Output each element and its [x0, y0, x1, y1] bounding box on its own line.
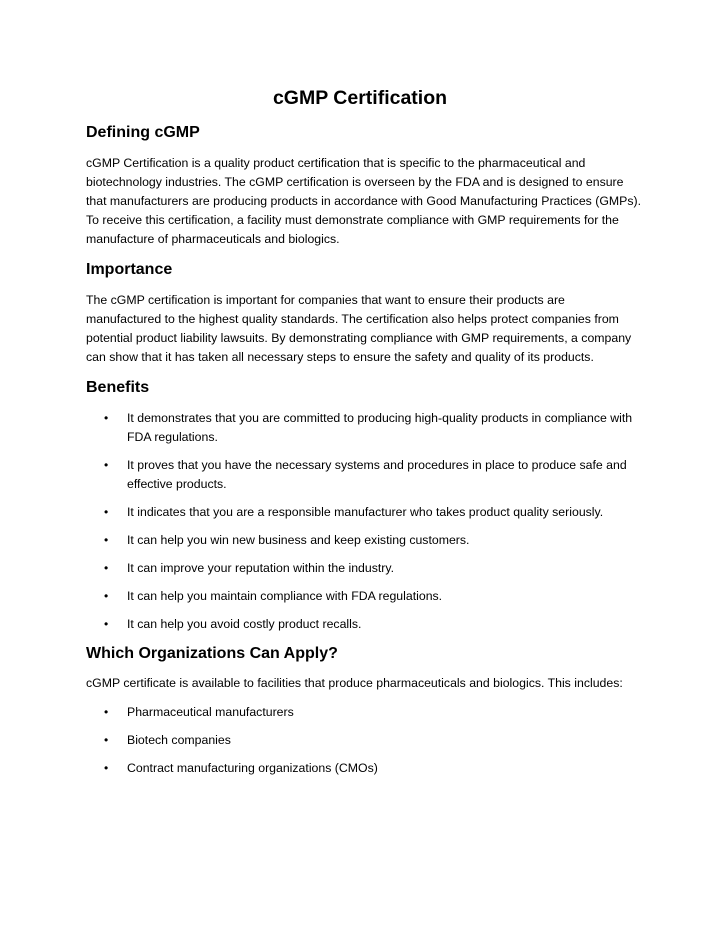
- list-item-text: It can help you maintain compliance with FDA regulations.: [127, 589, 443, 603]
- list-item-text: Pharmaceutical manufacturers: [127, 705, 294, 719]
- list-item: [86, 503, 637, 522]
- organizations-list: [86, 703, 720, 778]
- document-title: cGMP Certification: [272, 87, 448, 109]
- list-item-text: It can improve your reputation within the industry.: [127, 561, 395, 575]
- bullet-icon: •: [104, 617, 109, 631]
- list-item-text: Biotech companies: [127, 733, 231, 747]
- list-item: [86, 615, 637, 634]
- list-item-text: It indicates that you are a responsible manufacturer who takes product quality seriously.: [127, 505, 604, 519]
- list-item-text: It demonstrates that you are committed to producing high-quality products in compliance with FDA regulations.: [127, 411, 633, 444]
- bullet-icon: •: [104, 411, 109, 425]
- list-item: [86, 531, 637, 550]
- paragraph-organizations: cGMP certificate is available to facilities that produce pharmaceuticals and biologics. This includes:: [86, 676, 623, 690]
- list-item: [86, 759, 637, 778]
- bullet-icon: •: [104, 458, 109, 472]
- bullet-icon: •: [104, 533, 109, 547]
- heading-importance: Importance: [86, 261, 173, 278]
- heading-which-organizations: Which Organizations Can Apply?: [86, 645, 338, 662]
- list-item-text: It proves that you have the necessary systems and procedures in place to produce safe and effective products.: [127, 458, 627, 491]
- list-item: [86, 731, 637, 750]
- list-item: [86, 409, 637, 447]
- list-item: [86, 587, 637, 606]
- bullet-icon: •: [104, 761, 109, 775]
- bullet-icon: •: [104, 589, 109, 603]
- list-item: [86, 559, 637, 578]
- list-item-text: It can help you win new business and keep existing customers.: [127, 533, 470, 547]
- list-item-text: It can help you avoid costly product recalls.: [127, 617, 362, 631]
- bullet-icon: •: [104, 705, 109, 719]
- paragraph-defining-cgmp: cGMP Certification is a quality product certification that is specific to the pharmaceutical and biotechnology industries. The cGMP certification is overseen by the FDA and is designed to ensure that manufacturers are producing products in accordance with Good Manufacturing Practices (GMPs). To receive this certification, a facility must demonstrate compliance with GMP requirements for the manufacture of pharmaceuticals and biologics.: [86, 156, 641, 246]
- benefits-list: [86, 409, 720, 634]
- heading-defining-cgmp: Defining cGMP: [86, 124, 200, 141]
- list-item: [86, 703, 637, 722]
- heading-benefits: Benefits: [86, 379, 150, 396]
- paragraph-importance: The cGMP certification is important for companies that want to ensure their products are manufactured to the highest quality standards. The certification also helps protect companies from potential product liability lawsuits. By demonstrating compliance with GMP requirements, a company can show that it has taken all necessary steps to ensure the safety and quality of its products.: [86, 293, 632, 364]
- bullet-icon: •: [104, 505, 109, 519]
- bullet-icon: •: [104, 561, 109, 575]
- list-item: [86, 456, 637, 494]
- list-item-text: Contract manufacturing organizations (CMOs): [127, 761, 378, 775]
- bullet-icon: •: [104, 733, 109, 747]
